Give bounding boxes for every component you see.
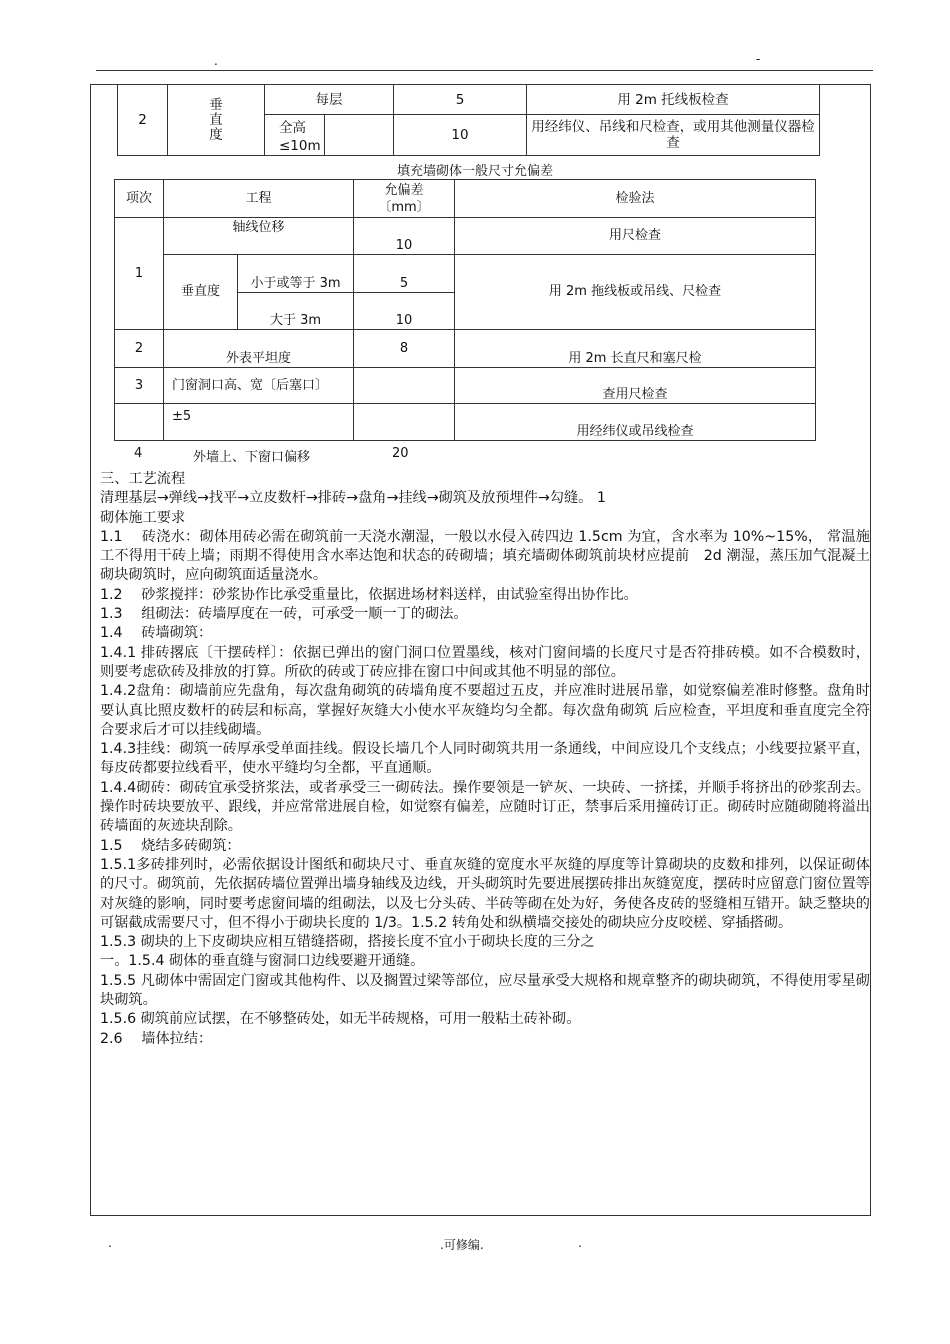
- sub1-label: 小于或等于 3m: [238, 255, 354, 293]
- axis-label: 轴线位移: [164, 218, 354, 255]
- sub2-label: 大于 3m: [238, 293, 354, 330]
- paragraph: 1.4.4砌砖：砌砖宜承受挤浆法，或者承受三一砌砖法。操作要领是一铲灰、一块砖、一挤揉，并顺手将挤出的砂浆刮去。操作时砖块要放平、跟线，并应常常进展自检，如觉察有偏差，应随时订正，禁事后采用撞砖订正。砌砖时应随砌随将溢出砖墙面的灰迹块刮除。: [100, 779, 870, 835]
- item-label: 垂直度: [168, 85, 265, 156]
- section-title: 三、工艺流程: [100, 471, 186, 487]
- vertical-label: 垂直度: [164, 255, 238, 330]
- axis-value: 10: [354, 218, 455, 255]
- extra-item: ±5: [164, 404, 354, 441]
- verticality-table: [117, 84, 820, 156]
- paragraph: 1.5 烧结多砖砌筑：: [100, 837, 241, 854]
- paragraph: 1.4.3挂线：砌筑一砖厚承受单面挂线。假设长墙几个人同时砌筑共用一条通线，中间应设几个支线点；小线要拉紧平直，每皮砖都要拉线看平，使水平缝均匀全都，平直通顺。: [100, 741, 870, 777]
- paragraph: 1.5.5 凡砌体中需固定门窗或其他构件、以及搁置过梁等部位，应尽量承受大规格和规章整齐的砌块砌筑，不得使用零星砌块砌筑。: [100, 972, 870, 1009]
- row2-item: 外表平坦度: [164, 330, 354, 368]
- row4-item: 外墙上、下窗口偏移: [193, 450, 311, 465]
- footer-center: .可修编.: [440, 1238, 484, 1252]
- vertical-method: 用 2m 拖线板或吊线、尺检查: [455, 255, 816, 330]
- sub-label-full-height: 全高 ≤10m: [265, 115, 325, 156]
- row3-no: 3: [115, 368, 164, 404]
- empty-cell: [325, 115, 394, 156]
- extra-no: [115, 404, 164, 441]
- header-item: 工程: [164, 180, 354, 218]
- row1-no: 1: [115, 218, 164, 330]
- value-per-floor: 5: [394, 85, 527, 115]
- footer-left: .: [108, 1236, 112, 1250]
- method-per-floor: 用 2m 托线板检查: [527, 85, 820, 115]
- row4-value: 20: [392, 446, 409, 461]
- paragraph: 1.2 砂浆搅拌：砂浆协作比承受重量比，依据进场材料送样，由试验室得出协作比。: [100, 586, 638, 603]
- paragraph: 1.5.1多砖排列时，必需依据设计图纸和砌块尺寸、垂直灰缝的宽度水平灰缝的厚度等计算砌块的皮数和排列，以保证砌体的尺寸。砌筑前，先依据砖墙位置弹出墙身轴线及边线，开头砌筑时先要进展摆砖排出灰缝宽度，摆砖时应留意门窗位置等对灰缝的影响，同时要考虑窗间墙的组砌法，以及七分头砖、半砖等砌在处为好，务使各皮砖的竖缝相互错开。缺乏整块的可锯截成需要尺寸，但不得小于砌块长度的 1/3。1.5.2 转角处和纵横墙交接处的砌块应分皮咬槎、穿插搭砌。: [100, 856, 870, 931]
- row3-method: 查用尺检查: [455, 368, 816, 404]
- row2-method: 用 2m 长直尺和塞尺检: [455, 330, 816, 368]
- row3-item: 门窗洞口高、宽〔后塞口〕: [164, 368, 354, 404]
- header-left-mark: .: [214, 54, 218, 68]
- paragraph: 1.4.2盘角：砌墙前应先盘角，每次盘角砌筑的砖墙角度不要超过五皮，并应准时进展吊靠，如觉察偏差准时修整。盘角时要认真比照皮数杆的砖层和标高，掌握好灰缝大小使水平灰缝均匀全都。每次盘角砌筑 后应检查，平坦度和垂直度完全符合要求后才可以挂线砌墙。: [100, 683, 870, 738]
- tolerance-table: [114, 179, 816, 441]
- method-full-height: 用经纬仪、吊线和尺检查，或用其他测量仪器检查: [527, 115, 820, 156]
- table-title: 填充墙砌体一般尺寸允偏差: [396, 164, 553, 179]
- row4-no: 4: [134, 446, 143, 461]
- paragraph: 1.5.3 砌块的上下皮砌块应相互错缝搭砌，搭接长度不宜小于砌块长度的三分之: [100, 934, 595, 951]
- extra-value: [354, 404, 455, 441]
- row-number: 2: [118, 85, 168, 156]
- axis-method: 用尺检查: [455, 218, 816, 255]
- row2-value: 8: [354, 330, 455, 368]
- sub2-value: 10: [354, 293, 455, 330]
- paragraph: 1.3 组砌法：砖墙厚度在一砖，可承受一顺一丁的砌法。: [100, 606, 468, 623]
- paragraph: 清理基层→弹线→找平→立皮数杆→排砖→盘角→挂线→砌筑及放预埋件→勾缝。 1: [100, 490, 606, 507]
- body-text: [100, 470, 870, 1049]
- value-full-height: 10: [394, 115, 527, 156]
- paragraph: 2.6 墙体拉结：: [100, 1030, 213, 1047]
- sub1-value: 5: [354, 255, 455, 293]
- header-rule: [96, 70, 873, 71]
- row3-value: [354, 368, 455, 404]
- row2-no: 2: [115, 330, 164, 368]
- footer-right: .: [578, 1236, 582, 1250]
- header-no: 项次: [115, 180, 164, 218]
- header-method: 检验法: [455, 180, 816, 218]
- extra-method: 用经纬仪或吊线检查: [455, 404, 816, 441]
- paragraph: 1.1 砖浇水：砌体用砖必需在砌筑前一天浇水潮湿，一般以水侵入砖四边 1.5cm 为宜，含水率为 10%~15%， 常温施工不得用干砖上墙；雨期不得使用含水率达饱和状态的砖砌墙；填充墙砌体砌筑前块材应提前 2d 潮湿，蒸压加气混凝土砌块砌筑时，应向砌筑面适量浇水。: [100, 528, 870, 584]
- paragraph: 砌体施工要求: [100, 509, 186, 526]
- header-tolerance: 允偏差〔mm〕: [354, 180, 455, 218]
- paragraph: 1.4 砖墙砌筑：: [100, 625, 213, 642]
- header-right-mark: -: [756, 52, 761, 66]
- paragraph: 1.5.6 砌筑前应试摆，在不够整砖处，如无半砖规格，可用一般粘土砖补砌。: [100, 1011, 581, 1028]
- paragraph: 1.4.1 排砖撂底〔干摆砖样〕：依据已弹出的窗门洞口位置墨线，核对门窗间墙的长度尺寸是否符排砖模。如不合模数时，则要考虑砍砖及排放的打算。所砍的砖或丁砖应排在窗口中间或其他不明显的部位。: [100, 644, 870, 680]
- sub-label-per-floor: 每层: [265, 85, 394, 115]
- paragraph: 一。1.5.4 砌体的垂直缝与窗洞口边线要避开通缝。: [100, 953, 425, 970]
